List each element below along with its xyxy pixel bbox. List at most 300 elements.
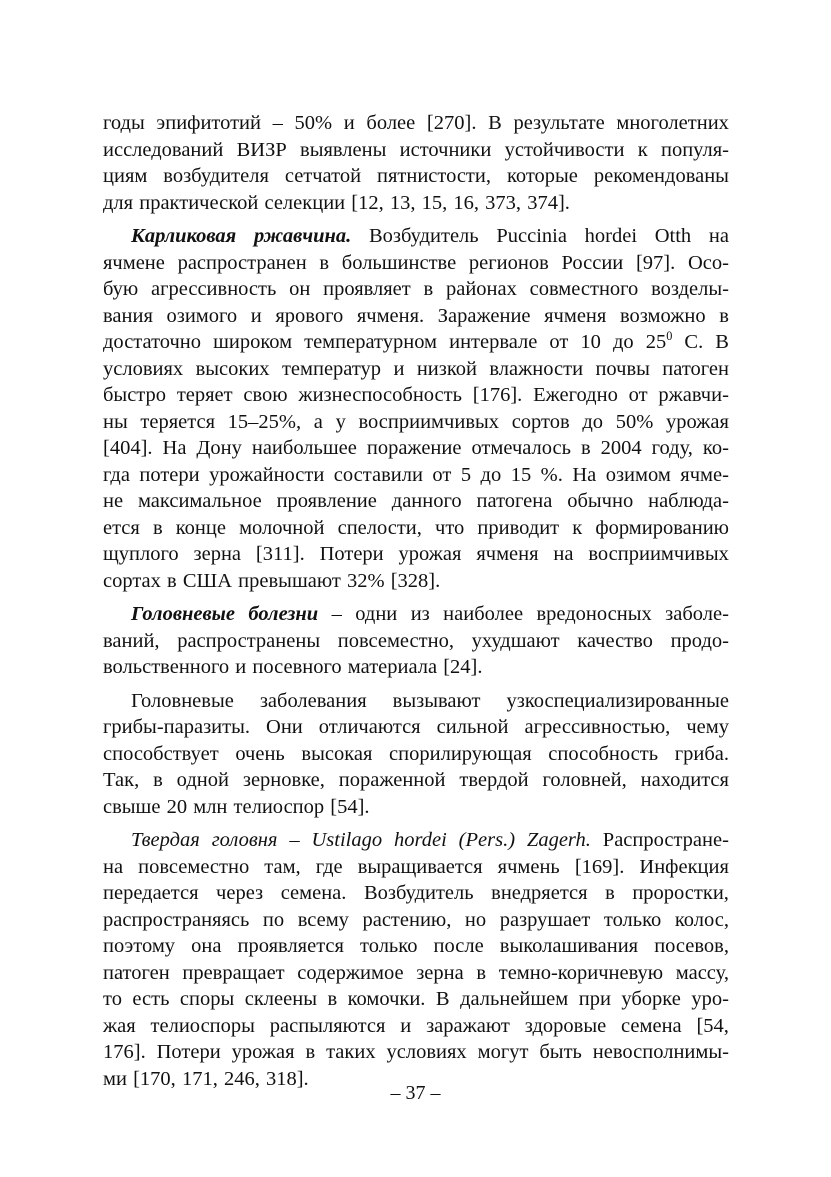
word [327,986,337,1013]
word [336,409,346,436]
word-text: В [488,112,502,134]
word-text: передается [103,882,199,904]
word [132,986,169,1013]
word-text: одни [355,603,398,625]
word-text: условиях [103,357,184,380]
word-text: посевов, [654,935,729,957]
word [103,907,249,934]
word [527,190,570,217]
word [426,1013,510,1040]
word-text: более [366,112,416,134]
word-text: темно-коричневую [498,961,664,984]
word [103,568,161,595]
word [525,1013,606,1040]
text-line [103,794,729,821]
word-text: низкой [416,357,477,380]
word [595,515,729,542]
word [449,329,537,356]
word-text: зерновке, [242,769,325,791]
word [616,110,729,137]
word [103,628,160,655]
word-text: На [162,437,187,459]
word-text: в [605,882,615,904]
word [648,488,729,515]
word [582,409,603,436]
word [140,409,215,436]
word [252,654,341,681]
word [579,986,611,1013]
word [103,163,147,190]
word-text: циям [103,165,148,187]
word-text: ржавчи- [658,384,729,406]
word [369,223,479,250]
word [238,568,341,595]
word-text: разрушает [499,908,591,931]
word-text: в [153,769,163,791]
word [151,276,276,303]
word-text: гриба. [674,742,729,765]
word-text: озимом [605,463,671,486]
word [139,462,199,489]
word [364,880,474,907]
word [394,827,447,854]
word [541,462,563,489]
word [237,137,287,164]
text-line [103,110,729,137]
word-text: ржавчина. [253,225,352,247]
word-text: которые [506,165,578,187]
word [436,986,450,1013]
word [153,767,163,794]
word-text: В [435,988,450,1010]
word [527,827,591,854]
word [688,250,729,277]
word [103,462,130,489]
word-text: в [327,988,338,1010]
word [655,223,691,250]
word-text: сортах [103,569,161,592]
word [176,515,226,542]
word-text: 171, [181,1067,218,1090]
word-text: посевного [252,656,342,678]
word-text: совместного [529,278,639,300]
word [332,601,342,628]
word-text: растению, [362,908,452,931]
word [476,960,486,987]
word-text: семена [621,1014,682,1037]
word [459,827,515,854]
word-text: поэтому [103,935,176,957]
word [131,827,200,854]
word-text: и [343,112,355,134]
word-text: ется [103,516,140,539]
word [339,767,446,794]
word-text: Головневые [131,603,235,625]
word [232,1039,295,1066]
word-text: телиоспоры [150,1014,255,1037]
word-text: возможно [619,304,706,327]
word [417,356,477,383]
word-text: ярового [275,304,344,327]
word [139,190,258,217]
text-line [103,688,729,715]
word [432,462,451,489]
word-text: узкоспециализированные [506,689,729,712]
word [180,986,234,1013]
word-text: материала [347,656,438,678]
word [103,854,123,881]
word [499,960,663,987]
word-text: споры [179,988,235,1010]
word-text: агрессивность [150,278,277,300]
word [348,654,437,681]
text-line [103,741,729,768]
word-text: от [549,331,569,353]
word [684,329,703,356]
word-text: в [476,961,487,984]
word [316,854,343,881]
word [239,515,324,542]
word [338,515,422,542]
word-text: – [289,829,300,851]
text-line [103,190,729,217]
word [392,488,462,515]
word [525,714,671,741]
word [243,382,287,409]
word-text: достаточно [103,331,202,353]
word-text: Заражение [437,304,531,327]
word-text: Возбудитель [363,882,474,904]
word-text: жизнеспособность [298,384,462,406]
word [163,435,187,462]
word-text: 5 [460,463,472,486]
word-text: [12, [351,191,384,214]
word-text: к [572,516,583,539]
word-text: до [612,331,634,353]
word-text: через [216,882,264,904]
word [270,1013,386,1040]
word-text: быть [539,1041,582,1063]
text-line [103,601,729,628]
word [228,409,301,436]
word [422,190,448,217]
word [636,250,675,277]
word [193,794,227,821]
word-text: температурном [304,331,438,353]
paragraph [103,110,729,216]
word-text: hordei [584,225,638,247]
word [319,714,421,741]
word-text: высоких [195,357,270,380]
word-text: патоген [662,357,729,380]
word-text: теряется [140,410,215,433]
word-text: склеены [244,988,317,1010]
word-text: восприимчивых [588,543,729,565]
word-text: заражают [426,1014,510,1037]
text-line [103,163,729,190]
word-text: выращивается [357,855,483,878]
word-text: от [432,463,452,486]
word-text: на [708,225,729,247]
word [691,986,729,1013]
word [469,250,549,277]
word [235,741,284,768]
text-line [103,250,729,277]
word [427,110,477,137]
word-text: она [191,935,222,957]
word [103,986,122,1013]
word [613,329,634,356]
word [281,880,347,907]
word-text: 20 [166,795,188,818]
word [342,250,456,277]
word-text: на [553,543,574,565]
word-text: конце [175,516,226,539]
word [238,933,344,960]
word-text: многолетних [616,112,729,134]
word [544,303,606,330]
word [103,435,153,462]
word [476,541,538,568]
text-line [103,933,729,960]
word-text: [97]. [635,251,676,274]
word [572,515,582,542]
word [243,767,325,794]
word-text: щуплого [103,543,179,565]
word [719,303,729,330]
word-text: [311]. [255,543,305,565]
word [157,1039,221,1066]
word-text: из [410,603,430,625]
word-text: проростки, [632,882,729,904]
word-text: в [152,516,163,539]
word-text: патогена [476,490,553,512]
word [620,303,706,330]
word-text: ВИЗР [236,138,287,161]
word-text: влажности [489,357,584,380]
word-text: где [315,855,343,878]
word-text: чему [686,716,729,738]
word [606,462,671,489]
word [621,1013,682,1040]
word-text: Инфекция [639,855,729,878]
word [344,110,355,137]
word-text: ячме- [680,463,729,486]
word [151,1013,255,1040]
word-text: при [578,988,611,1010]
word [360,933,417,960]
word-text: уро- [691,988,729,1010]
word-text: приводит [477,516,560,539]
word [489,356,583,383]
word [424,276,434,303]
word-text: ваний, [103,629,160,652]
word-text: 176]. [103,1041,146,1063]
word [477,488,553,515]
word-text: только [360,935,418,957]
word-text: ячмене [103,251,165,274]
word [593,1039,729,1066]
word-text: почвы [595,357,650,380]
word-text: заболевания [259,689,367,712]
word [393,688,481,715]
word [585,223,637,250]
text-line [103,986,729,1013]
word [438,303,531,330]
word-text: семена. [280,882,347,904]
word-text: жая [103,1014,136,1037]
word-text: Ustilago [311,829,383,851]
word-text: 15, [421,191,448,214]
word [103,382,166,409]
word [348,986,426,1013]
word [330,794,369,821]
word-text: ячменя [544,304,607,327]
word [234,794,325,821]
word [605,880,615,907]
text-line [103,654,729,681]
text-line [103,628,729,655]
word [103,714,250,741]
word-text: качество [577,629,653,652]
word [435,515,464,542]
word [471,435,571,462]
word [507,163,578,190]
paragraph [103,688,729,821]
word [675,741,729,768]
word-text: потери [139,463,200,486]
text-line [103,435,729,462]
word-text: %. [540,463,563,486]
word [473,382,523,409]
word-text: зерна [193,543,242,565]
word [298,907,349,934]
word-text: Так, [103,769,140,791]
word-text: агрессивностью, [524,716,671,738]
word-text: всему [297,908,349,931]
word-text: регионов [468,251,549,274]
word [251,303,262,330]
word-text: обычно [567,490,634,512]
word [658,382,729,409]
word-text: здоровые [524,1014,607,1037]
word-text: сильной [436,716,509,738]
word-text: выколашивания [499,935,639,957]
word-text: Карликовая [131,225,237,247]
word-text: быстро [103,384,167,406]
word-text: распространяясь [103,908,250,931]
word [536,601,651,628]
word [671,628,729,655]
word [196,356,270,383]
word-text: 50% [294,112,333,134]
word-text: только [603,908,662,931]
word-text: пятнистости, [376,165,491,187]
word [498,854,560,881]
word [411,601,430,628]
word-text: рекомендованы [593,165,729,187]
word-text: проявляется [237,935,344,957]
word-text: селекции [264,191,346,214]
word-text: 374]. [527,191,570,214]
word-text: в [167,569,177,592]
word-text: 10 [580,331,601,353]
word [275,303,343,330]
word-text: интервале [449,331,538,353]
word [572,462,596,489]
word-text: распространен [177,251,307,274]
word-text: Головневые [131,689,234,712]
word [676,960,729,987]
word-text: [176]. [472,384,523,406]
word-text: условиях [386,1041,467,1063]
word-text: содержимое [297,961,404,984]
word [387,1039,467,1066]
word-text: а [313,410,323,433]
word [103,276,138,303]
text-line [103,137,729,164]
word-text: урожая [398,543,462,565]
word [662,356,729,383]
word [638,137,648,164]
word-text: Zagerh. [526,829,591,851]
word [131,688,234,715]
text-line [103,854,729,881]
word [459,767,528,794]
word-text: результате [513,112,605,134]
word-text: ухудшают [471,629,560,652]
text-line [103,1013,729,1040]
word [277,488,377,515]
word-text: hordei [394,829,447,851]
word [696,1013,728,1040]
word [357,303,424,330]
word [680,462,729,489]
word [646,329,673,356]
word [539,1039,582,1066]
word [478,1039,529,1066]
word-text: максимальное [137,490,262,512]
word [347,568,385,595]
word [512,409,570,436]
word [362,907,451,934]
text-line [103,329,729,356]
word-text: ми [103,1067,127,1090]
word [103,329,201,356]
word-text: таких [326,1041,376,1063]
word [675,907,729,934]
word-text: формированию [595,516,729,539]
word [461,462,471,489]
word-text: [24]. [443,656,483,678]
word-text: и [400,1014,412,1037]
word [481,462,502,489]
word-text: [404]. [103,437,153,459]
word [629,382,648,409]
word-text: уборке [621,988,681,1010]
word-text: большинстве [341,251,457,274]
word [289,276,310,303]
word-text: ны [103,410,128,433]
word [183,568,232,595]
word [434,933,484,960]
word [256,541,305,568]
word-text: наибольшее [251,437,357,459]
word-text: [328]. [390,569,441,592]
word-text: и [235,656,247,678]
word [533,382,618,409]
word-text: вания [103,304,153,327]
